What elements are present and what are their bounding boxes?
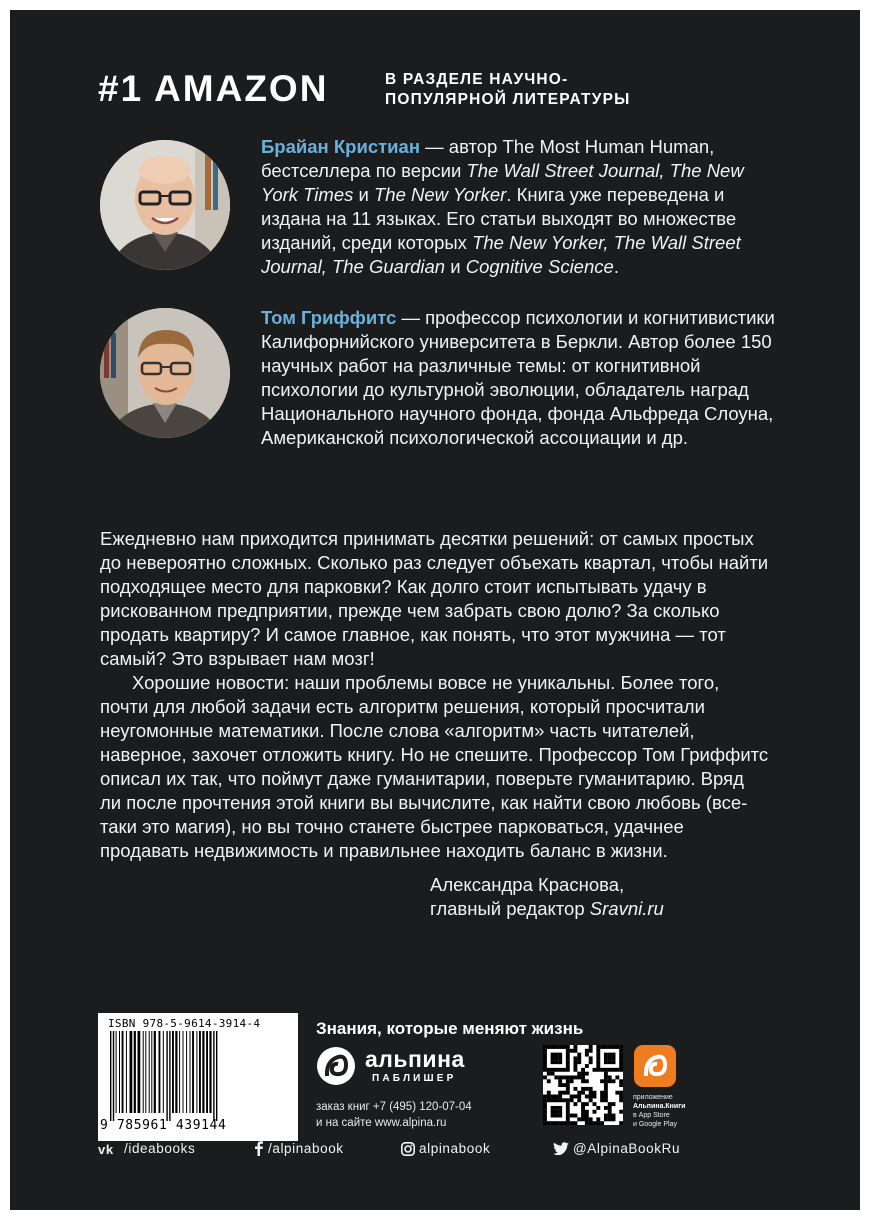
social-twitter[interactable]: @AlpinaBookRu bbox=[553, 1141, 680, 1156]
author-photo-tom-griffiths bbox=[100, 308, 230, 438]
book-description bbox=[100, 527, 770, 863]
publisher-tagline: Знания, которые меняют жизнь bbox=[316, 1019, 584, 1038]
author-name: Том Гриффитс bbox=[261, 307, 397, 328]
back-cover bbox=[10, 10, 860, 1210]
qr-code bbox=[543, 1045, 623, 1125]
reviewer-name: Александра Краснова, bbox=[430, 874, 625, 895]
author-bio-brian-christian: Брайан Кристиан — автор The Most Human Human, бестселлера по версии The Wall Street Journal, The New York Times и The New Yorker. Книга уже переведена и издана на 11 языках. Его статьи выходят во множестве изданий, среди которых The New Yorker, The Wall Street Journal, The Guardian и Cognitive Science. bbox=[261, 136, 744, 277]
description-paragraph: Хорошие новости: наши проблемы вовсе не уникальны. Более того, почти для любой задачи есть алгоритм решения, который просчитали неугомонные математики. После слова «алгоритм» часть читателей, наверное, захочет отложить книгу. Но не спешите. Профессор Том Гриффитс описал их так, что поймут даже гуманитарии, поверьте гуманитарию. Вряд ли после прочтения этой книги вы вычислите, как найти свою любовь (все-таки это магия), но вы точно станете быстрее парковаться, удачнее продавать недвижимость и правильнее находить баланс в жизни. bbox=[100, 672, 769, 861]
amazon-category: В РАЗДЕЛЕ НАУЧНО- ПОПУЛЯРНОЙ ЛИТЕРАТУРЫ bbox=[385, 71, 631, 108]
author-photo-brian-christian bbox=[100, 140, 230, 270]
author-bio-tom-griffiths: Том Гриффитс — профессор психологии и когнитивистики Калифорнийского университета в Беркли. Автор более 150 научных работ на различные темы: от когнитивной психологии до культурной эволюции, обладатель наград Национального научного фонда, фонда Альфреда Слоуна, Американской психологической ассоциации и др. bbox=[261, 307, 775, 448]
app-store-info: приложение Альпина.Книги в App Store и Google Play bbox=[633, 1094, 686, 1128]
review-signature bbox=[430, 873, 664, 921]
twitter-icon bbox=[553, 1142, 569, 1155]
barcode-number: 9 785961 439144 bbox=[100, 1118, 227, 1133]
amazon-rank: #1 AMAZON bbox=[98, 68, 329, 109]
publisher-logo-word: альпина bbox=[365, 1046, 465, 1072]
social-facebook[interactable]: /alpinabook bbox=[254, 1141, 344, 1156]
order-info: заказ книг +7 (495) 120-07-04 и на сайте www.alpina.ru bbox=[316, 1101, 472, 1129]
facebook-icon bbox=[254, 1141, 264, 1156]
svg-text:vk: vk bbox=[98, 1141, 114, 1156]
isbn-barcode bbox=[98, 1013, 298, 1141]
social-vk[interactable]: vk /ideabooks bbox=[98, 1141, 196, 1156]
instagram-icon bbox=[401, 1142, 415, 1156]
reviewer-title: главный редактор Sravni.ru bbox=[430, 898, 664, 919]
author-name: Брайан Кристиан bbox=[261, 136, 421, 157]
alpina-logo-icon bbox=[316, 1046, 356, 1086]
publisher-logo-sub: ПАБЛИШЕР bbox=[372, 1073, 457, 1084]
alpina-app-icon bbox=[634, 1045, 676, 1087]
isbn-label: ISBN 978-5-9614-3914-4 bbox=[108, 1017, 261, 1030]
vk-icon bbox=[98, 1142, 120, 1156]
description-paragraph: Ежедневно нам приходится принимать десятки решений: от самых простых до невероятно сложных. Сколько раз следует объехать квартал, чтобы найти подходящее место для парковки? Как долго стоит испытывать удачу в рискованном предприятии, прежде чем забрать свою долю? За сколько продать квартиру? И самое главное, как понять, что этот мужчина — тот самый? Это взрывает нам мозг! bbox=[100, 528, 769, 669]
social-instagram[interactable]: alpinabook bbox=[401, 1141, 490, 1156]
